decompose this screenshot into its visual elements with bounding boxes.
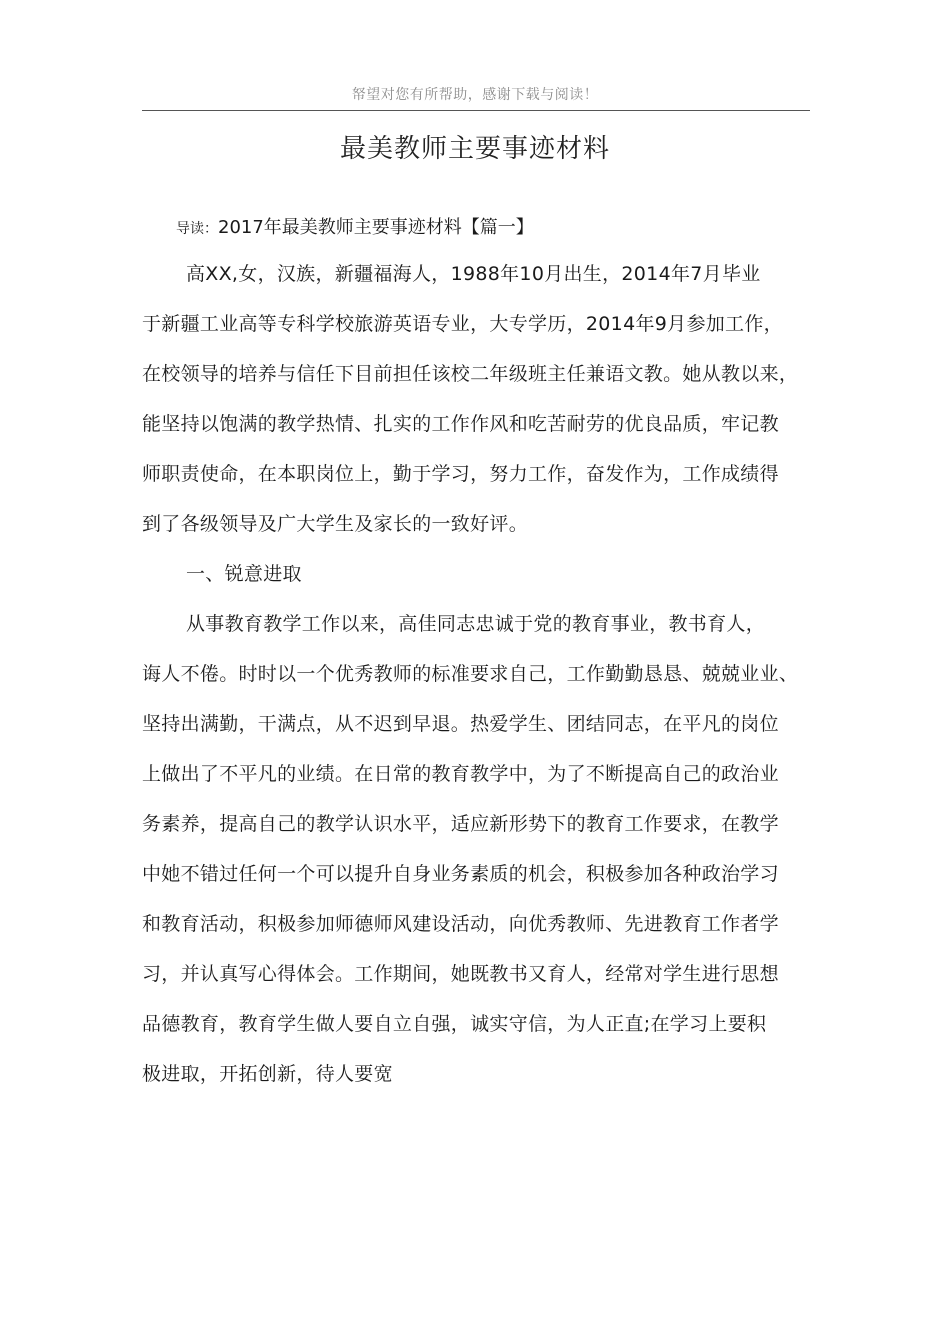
body-line: 在校领导的培养与信任下目前担任该校二年级班主任兼语文教。她从教以来， (142, 363, 799, 385)
body-line: 到了各级领导及广大学生及家长的一致好评。 (142, 513, 529, 535)
body-line: 极进取，开拓创新，待人要宽 (142, 1063, 393, 1085)
body-line: 于新疆工业高等专科学校旅游英语专业，大专学历，2014年9月参加工作， (142, 313, 783, 335)
lead-prefix: 导读： (176, 221, 218, 237)
header-divider (142, 110, 810, 111)
body-line: 从事教育教学工作以来，高佳同志忠诚于党的教育事业，教书育人， (186, 613, 766, 635)
body-line: 中她不错过任何一个可以提升自身业务素质的机会，积极参加各种政治学习 (142, 863, 779, 885)
header-note: 帑望对您有所帮助，感谢下载与阅读！ (351, 87, 599, 103)
lead-line (176, 213, 534, 239)
body-line: 上做出了不平凡的业绩。在日常的教育教学中，为了不断提高自己的政治业 (142, 763, 779, 785)
body-line: 高XX,女，汉族，新疆福海人，1988年10月出生，2014年7月毕业 (186, 263, 761, 285)
body-line: 诲人不倦。时时以一个优秀教师的标准要求自己，工作勤勤恳恳、兢兢业业、 (142, 663, 799, 685)
document-title: 最美教师主要事迹材料 (339, 134, 610, 164)
body-line: 习，并认真写心得体会。工作期间，她既教书又育人，经常对学生进行思想 (142, 963, 779, 985)
body-line: 务素养，提高自己的教学认识水平，适应新形势下的教育工作要求，在教学 (142, 813, 779, 835)
section-heading: 一、锐意进取 (186, 563, 302, 585)
lead-text: 2017年最美教师主要事迹材料【篇一】 (218, 217, 534, 238)
body-line: 师职责使命，在本职岗位上，勤于学习，努力工作，奋发作为，工作成绩得 (142, 463, 779, 485)
body-line: 能坚持以饱满的教学热情、扎实的工作作风和吃苦耐劳的优良品质，牢记教 (142, 413, 779, 435)
body-line: 和教育活动，积极参加师德师风建设活动，向优秀教师、先进教育工作者学 (142, 913, 779, 935)
body-line: 坚持出满勤，干满点，从不迟到早退。热爱学生、团结同志，在平凡的岗位 (142, 713, 779, 735)
body-line: 品德教育，教育学生做人要自立自强，诚实守信，为人正直;在学习上要积 (142, 1013, 767, 1035)
